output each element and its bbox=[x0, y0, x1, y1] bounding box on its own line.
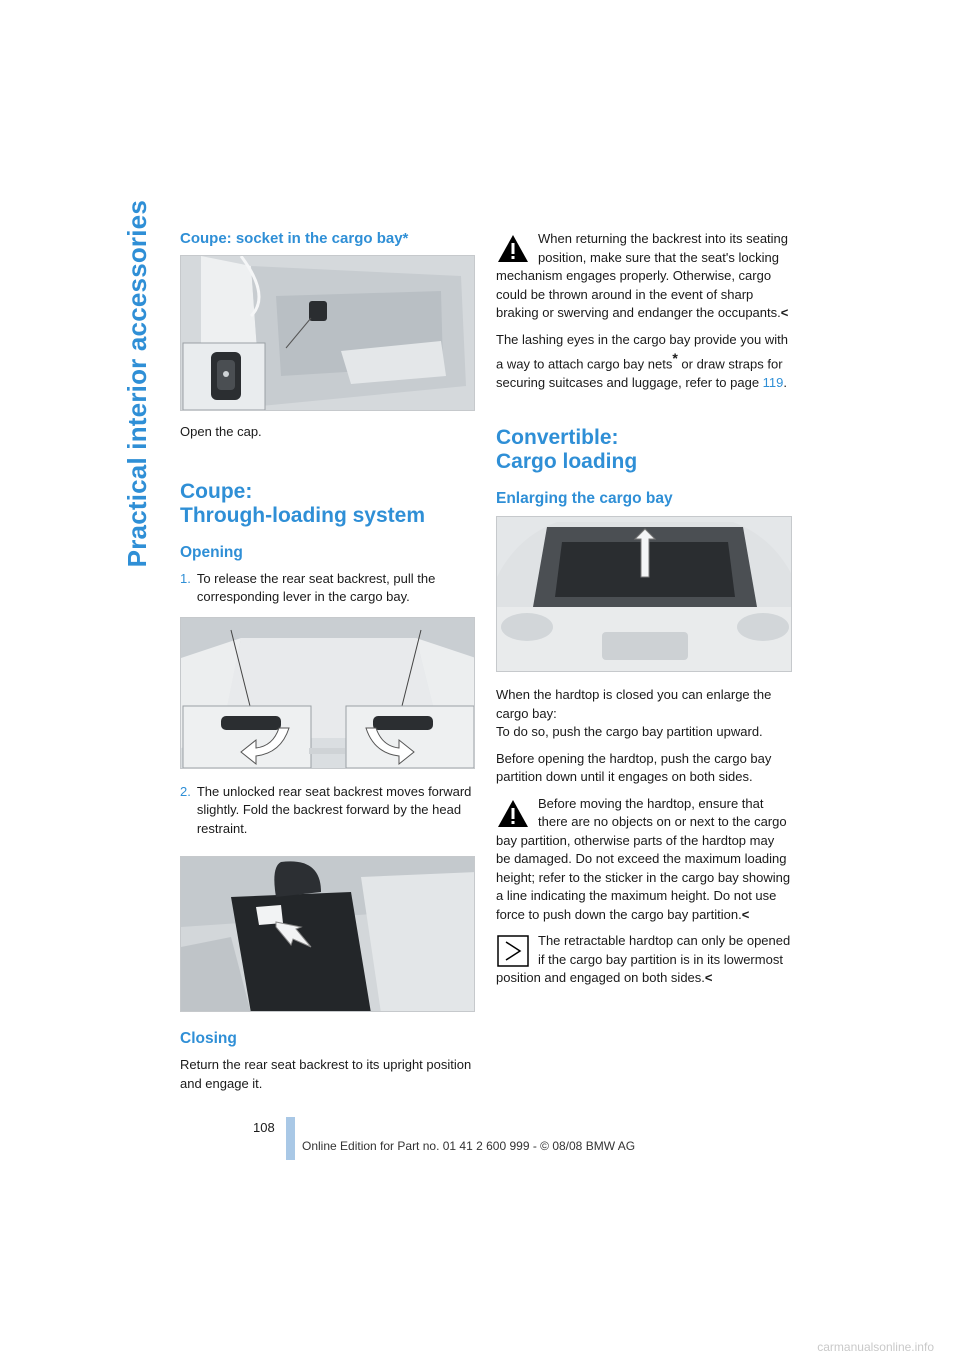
warning-hardtop bbox=[496, 795, 792, 925]
lashing-text-b: or draw straps for securing suitcases and luggage, refer to page bbox=[496, 356, 783, 390]
step-1 bbox=[180, 570, 475, 607]
warning-triangle-icon bbox=[496, 797, 530, 831]
warning-hardtop-text: Before moving the hardtop, ensure that there are no objects on or next to the cargo bay partition, otherwise parts of the hardtop may be damaged. Do not exceed the maximum loading height; refer to the sticker in the cargo bay showing a line indicating the maximum height. Do not use force to push down the cargo bay partition. bbox=[496, 795, 791, 922]
figure-fold-backrest bbox=[180, 856, 475, 1012]
end-mark: < bbox=[780, 305, 789, 320]
edition-text: Online Edition for Part no. 01 41 2 600 999 - © 08/08 BMW AG bbox=[302, 1139, 636, 1153]
page-ref-link[interactable]: 119 bbox=[762, 374, 784, 390]
heading-convertible-2: Cargo loading bbox=[496, 450, 638, 474]
note-hardtop bbox=[496, 932, 792, 988]
heading-convertible-1: Convertible: bbox=[496, 426, 619, 450]
step-1-text: To release the rear seat backrest, pull the corresponding lever in the cargo bay. bbox=[196, 570, 436, 604]
footer-accent-bar bbox=[286, 1117, 295, 1160]
lashing-period: . bbox=[783, 374, 788, 390]
step-2-number: 2. bbox=[180, 783, 191, 799]
page-number: 108 bbox=[253, 1120, 275, 1135]
warning-backrest bbox=[496, 230, 792, 323]
figure-release-levers bbox=[180, 617, 475, 769]
heading-closing: Closing bbox=[180, 1030, 237, 1047]
warning-triangle-icon bbox=[496, 232, 530, 266]
end-mark: < bbox=[704, 970, 713, 986]
warning-backrest-text: When returning the backrest into its seating position, make sure that the seat's locking mechanism engages properly. Otherwise, cargo could be thrown around in the event of sharp braking or swerving and endanger the occupants. bbox=[496, 231, 789, 320]
heading-opening: Opening bbox=[180, 543, 243, 561]
open-cap-text: Open the cap. bbox=[180, 424, 262, 439]
enlarge-line-1: When the hardtop is closed you can enlarge the cargo bay: bbox=[496, 687, 772, 721]
enlarge-text bbox=[496, 686, 792, 742]
figure-cargo-socket bbox=[180, 255, 475, 411]
lashing-text-a: The lashing eyes in the cargo bay provide you with a way to attach cargo bay nets bbox=[496, 331, 788, 372]
figure-cargo-partition bbox=[496, 516, 792, 672]
chapter-side-title: Practical interior accessories bbox=[122, 200, 152, 568]
step-2 bbox=[180, 783, 475, 839]
step-2-text: The unlocked rear seat backrest moves forward slightly. Fold the backrest forward by the head restraint. bbox=[196, 783, 472, 836]
end-mark: < bbox=[741, 906, 750, 922]
heading-enlarging: Enlarging the cargo bay bbox=[496, 490, 673, 508]
closing-text: Return the rear seat backrest to its upright position and engage it. bbox=[180, 1057, 472, 1091]
section-heading-socket: Coupe: socket in the cargo bay* bbox=[180, 230, 409, 247]
heading-through-loading-2: Through-loading system bbox=[180, 503, 426, 527]
lashing-eyes-text bbox=[496, 331, 792, 393]
left-column bbox=[180, 230, 475, 1101]
heading-through-loading-1: Coupe: bbox=[180, 479, 253, 503]
note-arrow-icon bbox=[496, 934, 530, 968]
right-column bbox=[496, 230, 792, 996]
enlarge-line-2: To do so, push the cargo bay partition upward. bbox=[496, 724, 763, 740]
step-1-number: 1. bbox=[180, 570, 191, 586]
partition-down-text: Before opening the hardtop, push the cargo bay partition down until it engages on both sides. bbox=[496, 750, 772, 785]
optional-asterisk: * bbox=[672, 350, 678, 366]
site-watermark: carmanualsonline.info bbox=[817, 1340, 934, 1354]
note-hardtop-text: The retractable hardtop can only be opened if the cargo bay partition is in its lowermost position and engaged on both sides. bbox=[496, 933, 791, 986]
